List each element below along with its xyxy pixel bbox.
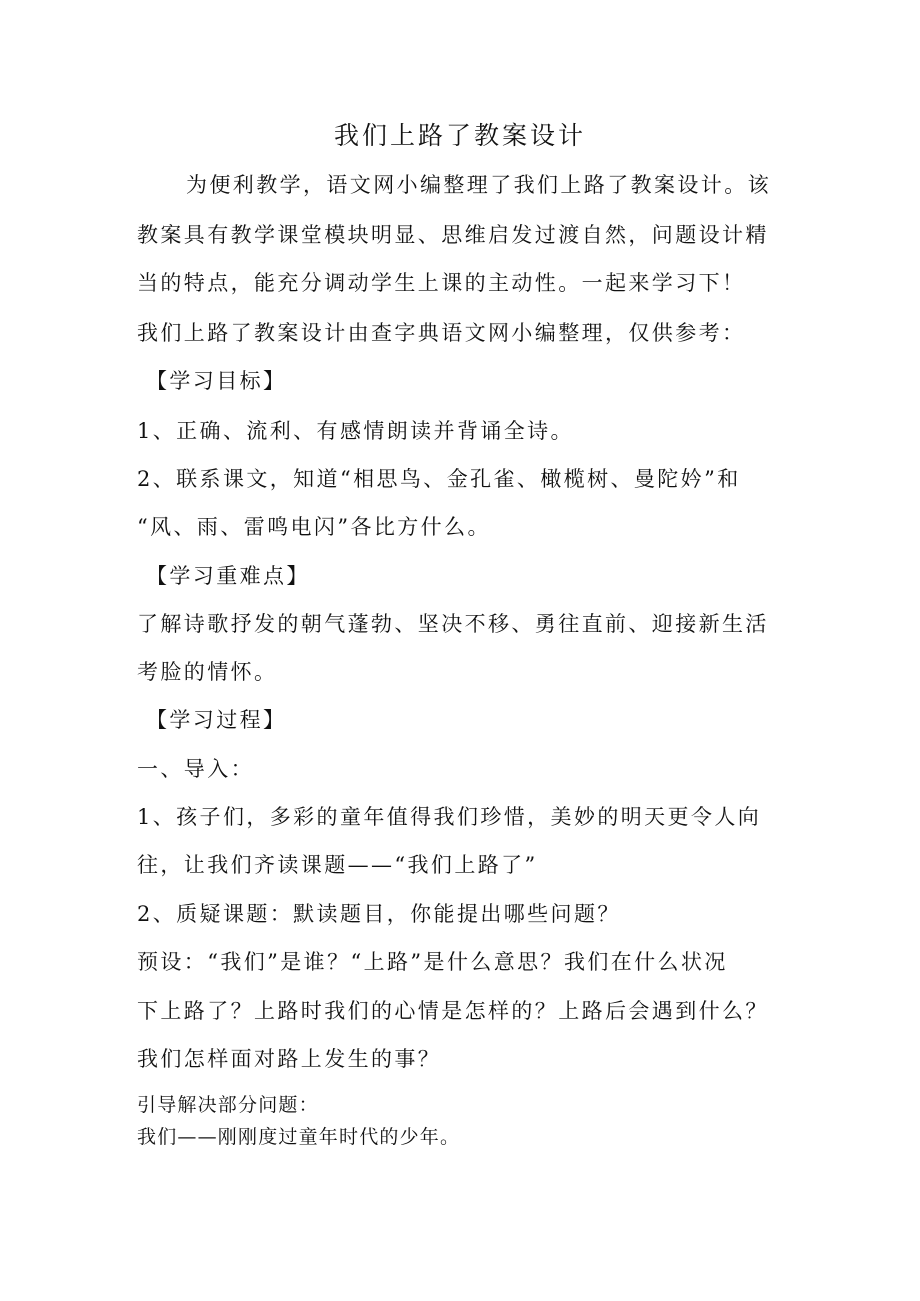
intro-line-1: 为便利教学，语文网小编整理了我们上路了教案设计。该 — [186, 173, 771, 197]
section-heading-key-points: 【学习重难点】 — [146, 564, 310, 588]
process-line-3: 往，让我们齐读课题——“我们上路了” — [137, 853, 538, 877]
process-line-9: 我们——刚刚度过童年时代的少年。 — [137, 1126, 461, 1148]
process-line-5: 预设：“我们”是谁？“上路”是什么意思？我们在什么状况 — [137, 950, 728, 974]
intro-line-4: 我们上路了教案设计由查字典语文网小编整理，仅供参考： — [137, 321, 746, 345]
section-heading-process: 【学习过程】 — [146, 708, 287, 732]
objective-line-1: 1、正确、流利、有感情朗读并背诵全诗。 — [137, 419, 574, 443]
key-point-line-1: 了解诗歌抒发的朝气蓬勃、坚决不移、勇往直前、迎接新生活 — [137, 612, 769, 636]
process-line-7: 我们怎样面对路上发生的事？ — [137, 1047, 442, 1071]
process-line-8: 引导解决部分问题： — [137, 1094, 319, 1116]
key-point-line-2: 考脸的情怀。 — [137, 660, 278, 684]
objective-line-3: “风、雨、雷鸣电闪”各比方什么。 — [137, 515, 491, 539]
process-line-2: 1、孩子们，多彩的童年值得我们珍惜，美妙的明天更令人向 — [137, 805, 762, 829]
process-line-4: 2、质疑课题：默读题目，你能提出哪些问题？ — [137, 902, 621, 926]
intro-line-2: 教案具有教学课堂模块明显、思维启发过渡自然，问题设计精 — [137, 223, 769, 247]
document-title: 我们上路了教案设计 — [333, 121, 586, 150]
intro-line-3: 当的特点，能充分调动学生上课的主动性。一起来学习下！ — [137, 271, 746, 295]
objective-line-2: 2、联系课文，知道“相思鸟、金孔雀、橄榄树、曼陀妗”和 — [137, 467, 741, 491]
process-line-6: 下上路了？上路时我们的心情是怎样的？上路后会遇到什么？ — [137, 999, 769, 1023]
section-heading-objectives: 【学习目标】 — [146, 369, 287, 393]
process-line-1: 一、导入： — [137, 757, 254, 781]
